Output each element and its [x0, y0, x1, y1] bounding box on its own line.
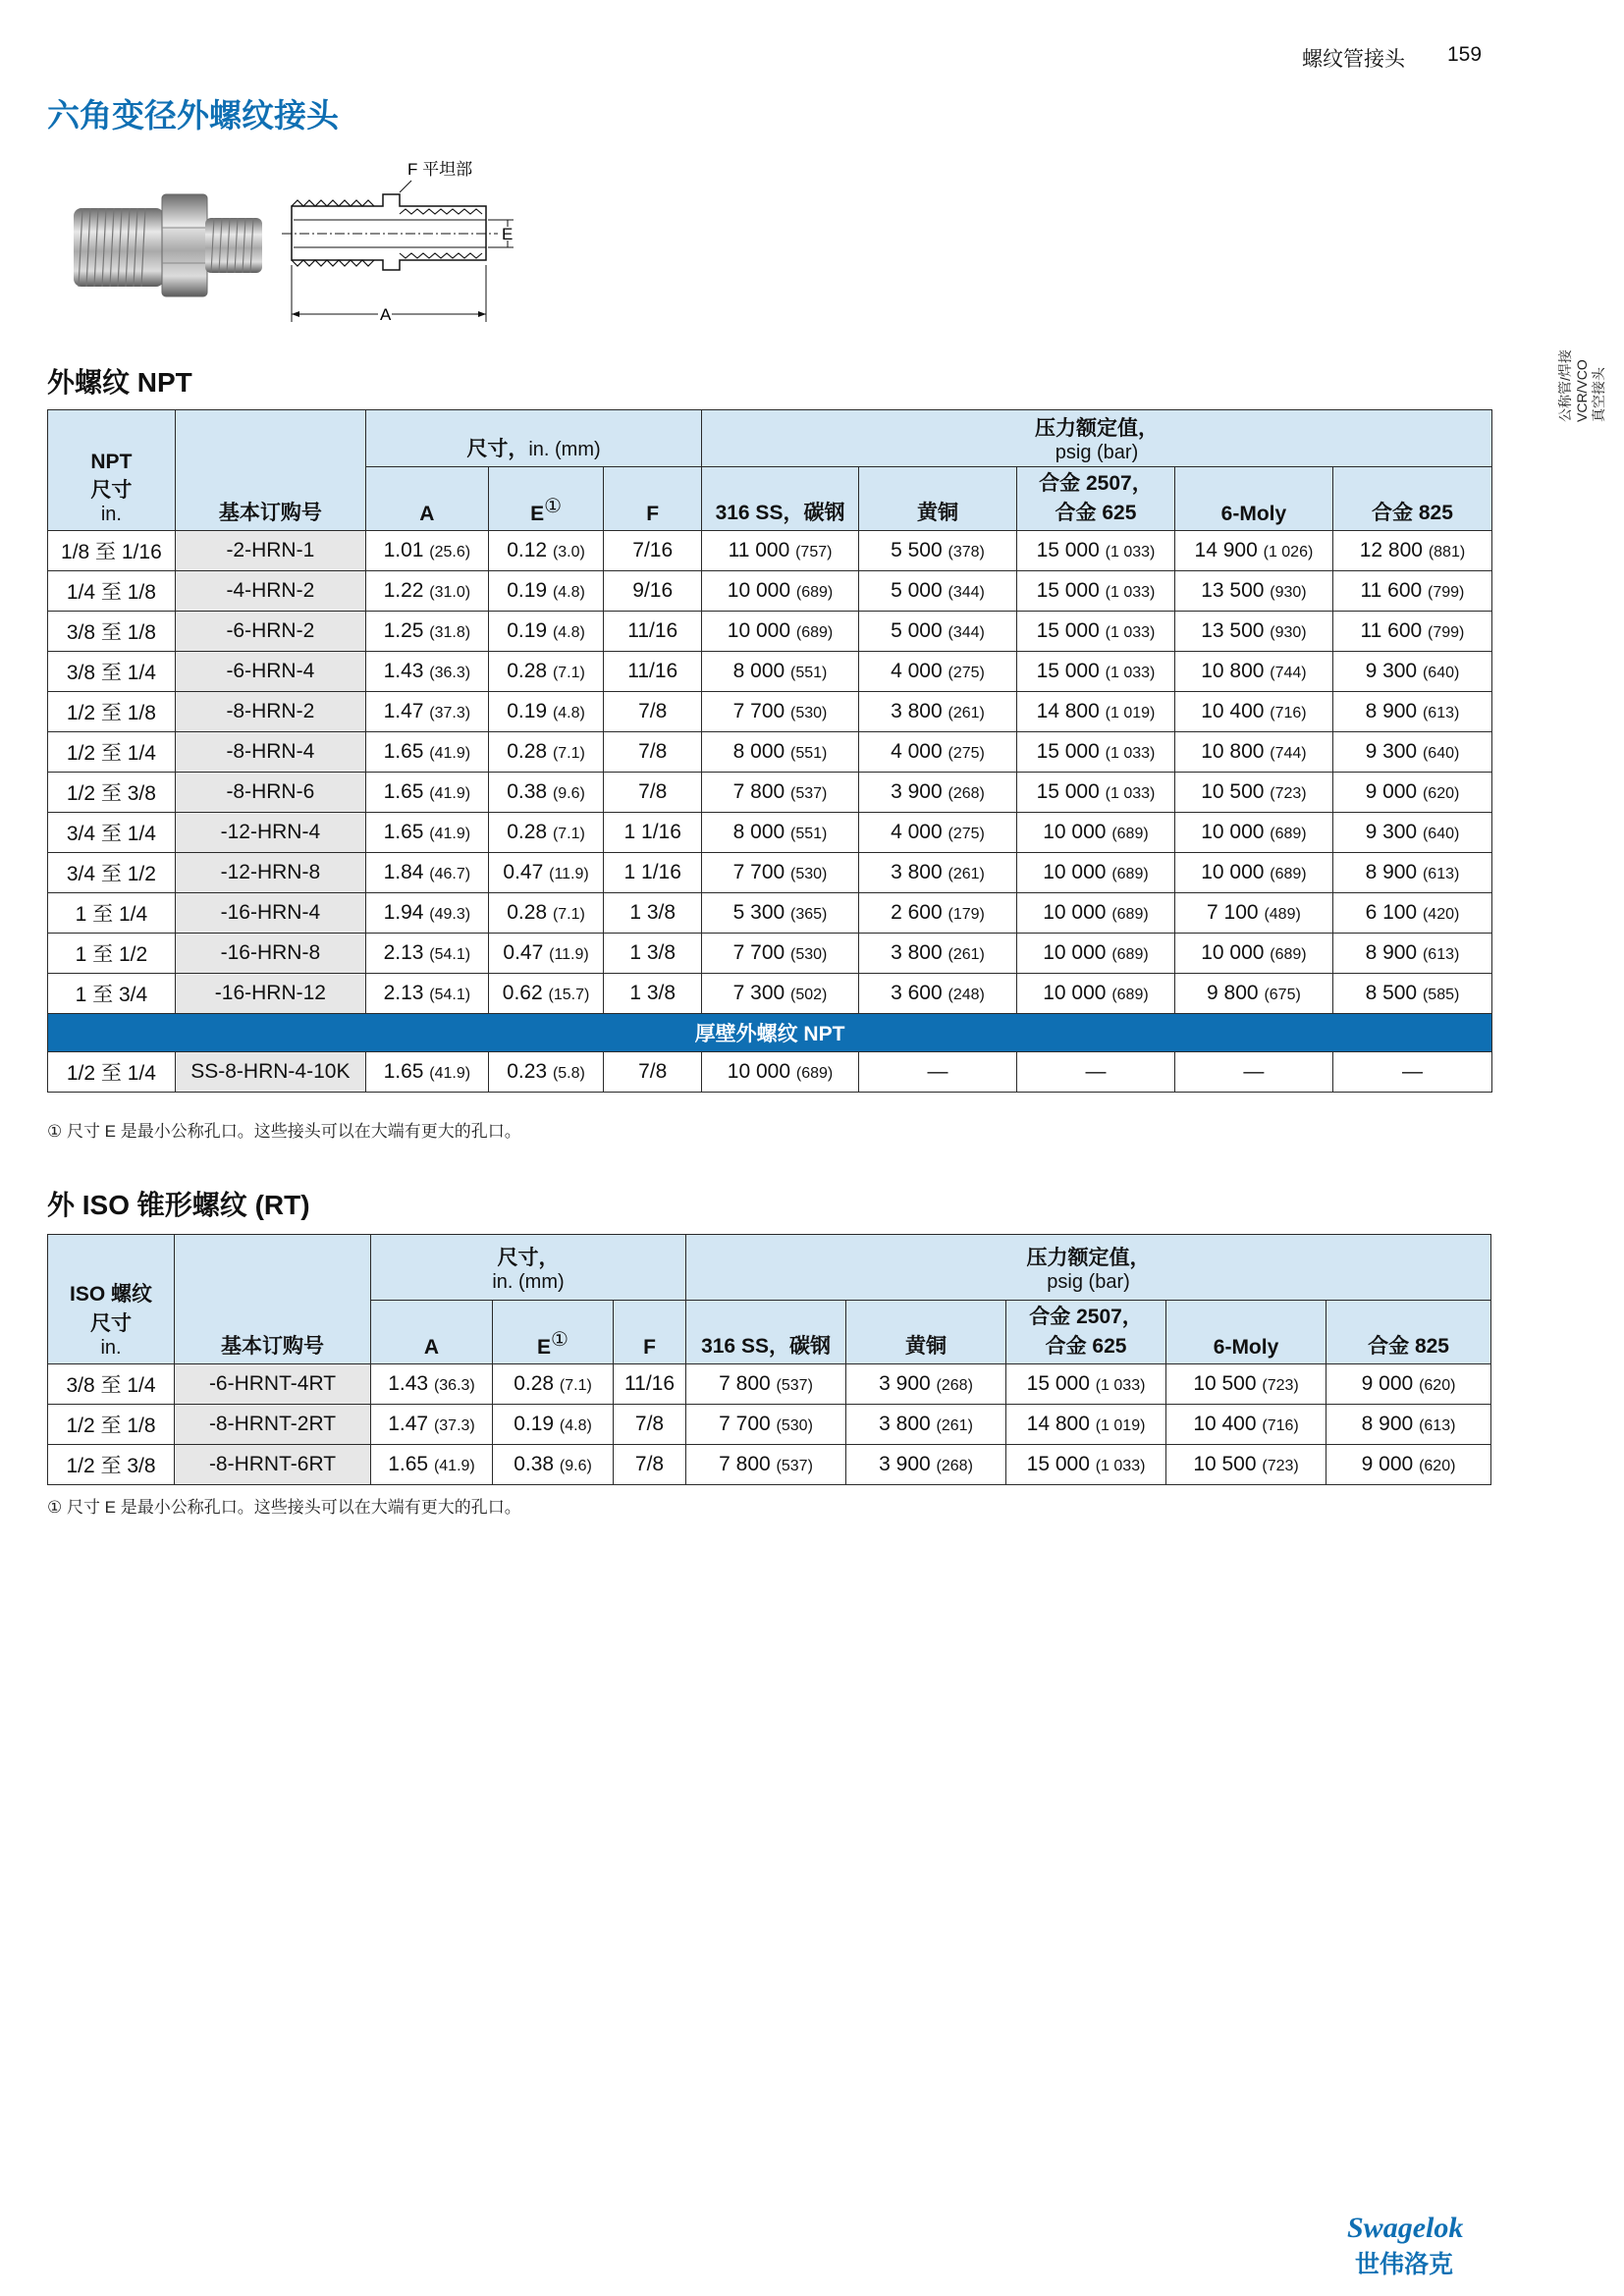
col-brass-header: 黄铜	[846, 1301, 1006, 1364]
cell-316ss: 7 700 (530)	[702, 934, 859, 974]
cell-alloy825: 9 000 (620)	[1326, 1445, 1491, 1485]
table-row	[48, 1052, 1492, 1093]
table-row	[48, 893, 1492, 934]
col-6moly-header: 6-Moly	[1174, 467, 1332, 531]
cell-alloy2507: —	[1016, 1052, 1174, 1093]
cell-size: 1 至 1/2	[48, 934, 176, 974]
cell-alloy2507: 15 000 (1 033)	[1016, 652, 1174, 692]
cell-6moly: 10 500 (723)	[1166, 1364, 1326, 1405]
cell-316ss: 7 800 (537)	[686, 1445, 846, 1485]
table-row	[48, 612, 1492, 652]
cell-f: 1 3/8	[604, 893, 702, 934]
col-f-header: F	[614, 1301, 686, 1364]
cell-brass: 3 600 (248)	[859, 974, 1017, 1014]
cell-e: 0.28 (7.1)	[493, 1364, 614, 1405]
side-tab-line-3: 真空接头	[1591, 367, 1606, 422]
cell-brass: 3 900 (268)	[846, 1445, 1006, 1485]
cell-size: 1 至 3/4	[48, 974, 176, 1014]
cell-e: 0.23 (5.8)	[488, 1052, 604, 1093]
cell-order: SS-8-HRN-4-10K	[175, 1052, 365, 1093]
table-row	[48, 974, 1492, 1014]
cell-6moly: 10 400 (716)	[1174, 692, 1332, 732]
cell-f: 7/16	[604, 531, 702, 571]
table-row	[48, 732, 1492, 773]
cell-alloy825: 8 500 (585)	[1332, 974, 1491, 1014]
cell-a: 1.65 (41.9)	[365, 813, 488, 853]
cell-alloy825: 11 600 (799)	[1332, 612, 1491, 652]
iso-pressure-header: 压力额定值， psig (bar)	[686, 1235, 1491, 1301]
table-row	[48, 571, 1492, 612]
cell-alloy825: 9 300 (640)	[1332, 732, 1491, 773]
cell-brass: 3 800 (261)	[846, 1405, 1006, 1445]
cell-alloy2507: 10 000 (689)	[1016, 893, 1174, 934]
cell-size: 1/2 至 3/8	[48, 1445, 175, 1485]
cell-f: 1 1/16	[604, 853, 702, 893]
cell-a: 2.13 (54.1)	[365, 934, 488, 974]
cell-e: 0.28 (7.1)	[488, 893, 604, 934]
cell-size: 1/2 至 1/8	[48, 692, 176, 732]
cell-brass: 3 800 (261)	[859, 692, 1017, 732]
cell-brass: 2 600 (179)	[859, 893, 1017, 934]
col-a-header: A	[371, 1301, 493, 1364]
iso-table	[47, 1234, 1491, 1485]
cell-brass: 4 000 (275)	[859, 652, 1017, 692]
cell-316ss: 8 000 (551)	[702, 652, 859, 692]
cell-alloy2507: 14 800 (1 019)	[1016, 692, 1174, 732]
cell-f: 11/16	[614, 1364, 686, 1405]
cell-316ss: 8 000 (551)	[702, 732, 859, 773]
cell-f: 7/8	[604, 1052, 702, 1093]
cell-size: 1 至 1/4	[48, 893, 176, 934]
cell-e: 0.47 (11.9)	[488, 934, 604, 974]
npt-heading: 外螺纹 NPT	[47, 367, 192, 398]
cell-f: 11/16	[604, 652, 702, 692]
col-alloy825-header: 合金 825	[1326, 1301, 1491, 1364]
npt-order-header: 基本订购号	[175, 410, 365, 531]
cell-a: 1.25 (31.8)	[365, 612, 488, 652]
cell-order: -6-HRN-2	[175, 612, 365, 652]
cell-f: 7/8	[604, 732, 702, 773]
cell-brass: 5 500 (378)	[859, 531, 1017, 571]
cell-a: 1.65 (41.9)	[371, 1445, 493, 1485]
cell-6moly: —	[1174, 1052, 1332, 1093]
fitting-photo	[69, 187, 265, 304]
cell-316ss: 8 000 (551)	[702, 813, 859, 853]
cell-316ss: 10 000 (689)	[702, 571, 859, 612]
cell-f: 7/8	[614, 1405, 686, 1445]
running-header-section: 螺纹管接头	[1302, 48, 1405, 71]
cell-alloy825: 9 300 (640)	[1332, 813, 1491, 853]
cell-brass: 4 000 (275)	[859, 813, 1017, 853]
col-316ss-header: 316 SS，碳钢	[702, 467, 859, 531]
col-alloy825-header: 合金 825	[1332, 467, 1491, 531]
table-row	[48, 692, 1492, 732]
cell-e: 0.47 (11.9)	[488, 853, 604, 893]
cell-e: 0.19 (4.8)	[488, 612, 604, 652]
cell-size: 1/2 至 1/4	[48, 732, 176, 773]
cell-f: 7/8	[604, 773, 702, 813]
col-a-header: A	[365, 467, 488, 531]
side-tab-line-2: VCR/VCO	[1574, 359, 1590, 422]
cell-a: 1.47 (37.3)	[371, 1405, 493, 1445]
iso-heading: 外 ISO 锥形螺纹 (RT)	[47, 1190, 310, 1220]
cell-6moly: 10 800 (744)	[1174, 652, 1332, 692]
side-tab	[1545, 344, 1614, 422]
cell-a: 1.94 (49.3)	[365, 893, 488, 934]
cell-a: 2.13 (54.1)	[365, 974, 488, 1014]
cell-order: -16-HRN-8	[175, 934, 365, 974]
col-f-header: F	[604, 467, 702, 531]
cell-316ss: 7 700 (530)	[702, 853, 859, 893]
col-brass-header: 黄铜	[859, 467, 1017, 531]
cell-a: 1.65 (41.9)	[365, 732, 488, 773]
dim-a-label: A	[380, 305, 392, 324]
cell-alloy825: 8 900 (613)	[1332, 934, 1491, 974]
swagelok-logo	[1337, 2204, 1494, 2282]
cell-316ss: 7 800 (537)	[702, 773, 859, 813]
cell-order: -8-HRNT-6RT	[175, 1445, 371, 1485]
cell-6moly: 10 500 (723)	[1174, 773, 1332, 813]
npt-dim-header: 尺寸，in. (mm)	[365, 410, 701, 467]
cell-size: 3/4 至 1/2	[48, 853, 176, 893]
cell-alloy825: 9 300 (640)	[1332, 652, 1491, 692]
cell-f: 11/16	[604, 612, 702, 652]
cell-size: 3/8 至 1/8	[48, 612, 176, 652]
cell-f: 1 3/8	[604, 974, 702, 1014]
table-row	[48, 1364, 1491, 1405]
cell-alloy825: 9 000 (620)	[1326, 1364, 1491, 1405]
cell-6moly: 10 400 (716)	[1166, 1405, 1326, 1445]
table-row	[48, 813, 1492, 853]
cell-brass: 3 800 (261)	[859, 934, 1017, 974]
cell-e: 0.28 (7.1)	[488, 813, 604, 853]
table-row	[48, 652, 1492, 692]
thick-wall-banner: 厚壁外螺纹 NPT	[48, 1014, 1492, 1052]
cell-e: 0.28 (7.1)	[488, 732, 604, 773]
cell-a: 1.22 (31.0)	[365, 571, 488, 612]
cell-alloy825: —	[1332, 1052, 1491, 1093]
cell-order: -8-HRN-2	[175, 692, 365, 732]
table-row	[48, 934, 1492, 974]
cell-order: -6-HRN-4	[175, 652, 365, 692]
cell-a: 1.47 (37.3)	[365, 692, 488, 732]
cell-alloy825: 8 900 (613)	[1332, 853, 1491, 893]
svg-text:Swagelok: Swagelok	[1347, 2212, 1464, 2244]
npt-table	[47, 409, 1492, 1093]
cell-order: -2-HRN-1	[175, 531, 365, 571]
cell-order: -16-HRN-12	[175, 974, 365, 1014]
cell-6moly: 10 000 (689)	[1174, 813, 1332, 853]
iso-size-header: ISO 螺纹 尺寸 in.	[48, 1235, 175, 1364]
page-title: 六角变径外螺纹接头	[47, 97, 339, 133]
cell-316ss: 7 300 (502)	[702, 974, 859, 1014]
col-316ss-header: 316 SS，碳钢	[686, 1301, 846, 1364]
cell-order: -8-HRN-6	[175, 773, 365, 813]
npt-footnote: ① 尺寸 E 是最小公称孔口。这些接头可以在大端有更大的孔口。	[47, 1122, 521, 1141]
cell-e: 0.19 (4.8)	[488, 571, 604, 612]
cell-brass: 4 000 (275)	[859, 732, 1017, 773]
cell-alloy2507: 15 000 (1 033)	[1016, 773, 1174, 813]
flat-label: F 平坦部	[407, 160, 473, 179]
cell-6moly: 7 100 (489)	[1174, 893, 1332, 934]
cell-316ss: 10 000 (689)	[702, 612, 859, 652]
dim-e-label: E	[502, 225, 514, 243]
cell-6moly: 9 800 (675)	[1174, 974, 1332, 1014]
cell-order: -8-HRNT-2RT	[175, 1405, 371, 1445]
cell-alloy2507: 15 000 (1 033)	[1016, 531, 1174, 571]
iso-dim-header: 尺寸， in. (mm)	[371, 1235, 686, 1301]
cell-order: -8-HRN-4	[175, 732, 365, 773]
cell-size: 1/2 至 3/8	[48, 773, 176, 813]
page-number: 159	[1447, 43, 1483, 66]
npt-size-header: NPT 尺寸 in.	[48, 410, 176, 531]
cell-size: 1/2 至 1/4	[48, 1052, 176, 1093]
cell-316ss: 7 800 (537)	[686, 1364, 846, 1405]
cell-alloy2507: 10 000 (689)	[1016, 974, 1174, 1014]
cell-f: 1 1/16	[604, 813, 702, 853]
col-e-header: E①	[488, 467, 604, 531]
table-row	[48, 1405, 1491, 1445]
cell-6moly: 10 000 (689)	[1174, 853, 1332, 893]
svg-text:世伟洛克: 世伟洛克	[1355, 2250, 1454, 2278]
cell-alloy825: 8 900 (613)	[1326, 1405, 1491, 1445]
cell-size: 3/4 至 1/4	[48, 813, 176, 853]
cell-alloy825: 9 000 (620)	[1332, 773, 1491, 813]
cell-brass: 3 900 (268)	[859, 773, 1017, 813]
cell-e: 0.62 (15.7)	[488, 974, 604, 1014]
cell-alloy825: 11 600 (799)	[1332, 571, 1491, 612]
cell-a: 1.65 (41.9)	[365, 773, 488, 813]
cell-order: -12-HRN-8	[175, 853, 365, 893]
cell-alloy2507: 15 000 (1 033)	[1016, 612, 1174, 652]
cell-f: 7/8	[614, 1445, 686, 1485]
cell-316ss: 7 700 (530)	[702, 692, 859, 732]
dimension-drawing	[280, 157, 525, 334]
cell-a: 1.84 (46.7)	[365, 853, 488, 893]
cell-f: 1 3/8	[604, 934, 702, 974]
table-row	[48, 1445, 1491, 1485]
cell-316ss: 11 000 (757)	[702, 531, 859, 571]
cell-brass: 5 000 (344)	[859, 571, 1017, 612]
cell-316ss: 5 300 (365)	[702, 893, 859, 934]
cell-6moly: 13 500 (930)	[1174, 612, 1332, 652]
cell-alloy2507: 15 000 (1 033)	[1006, 1445, 1166, 1485]
cell-6moly: 10 500 (723)	[1166, 1445, 1326, 1485]
side-tab-line-1: 公称管/焊接	[1557, 349, 1573, 422]
cell-alloy825: 6 100 (420)	[1332, 893, 1491, 934]
table-row	[48, 531, 1492, 571]
cell-brass: 3 800 (261)	[859, 853, 1017, 893]
cell-alloy2507: 14 800 (1 019)	[1006, 1405, 1166, 1445]
cell-e: 0.19 (4.8)	[488, 692, 604, 732]
cell-brass: 3 900 (268)	[846, 1364, 1006, 1405]
col-alloy2507-header: 合金 2507， 合金 625	[1006, 1301, 1166, 1364]
cell-alloy825: 12 800 (881)	[1332, 531, 1491, 571]
cell-316ss: 7 700 (530)	[686, 1405, 846, 1445]
cell-order: -6-HRNT-4RT	[175, 1364, 371, 1405]
cell-order: -12-HRN-4	[175, 813, 365, 853]
cell-6moly: 14 900 (1 026)	[1174, 531, 1332, 571]
col-e-header: E①	[493, 1301, 614, 1364]
cell-brass: 5 000 (344)	[859, 612, 1017, 652]
cell-alloy2507: 10 000 (689)	[1016, 813, 1174, 853]
cell-a: 1.65 (41.9)	[365, 1052, 488, 1093]
iso-footnote: ① 尺寸 E 是最小公称孔口。这些接头可以在大端有更大的孔口。	[47, 1498, 521, 1517]
cell-a: 1.43 (36.3)	[365, 652, 488, 692]
cell-size: 1/8 至 1/16	[48, 531, 176, 571]
cell-alloy825: 8 900 (613)	[1332, 692, 1491, 732]
cell-f: 7/8	[604, 692, 702, 732]
table-row	[48, 773, 1492, 813]
cell-order: -4-HRN-2	[175, 571, 365, 612]
cell-a: 1.01 (25.6)	[365, 531, 488, 571]
cell-f: 9/16	[604, 571, 702, 612]
cell-size: 1/4 至 1/8	[48, 571, 176, 612]
cell-e: 0.12 (3.0)	[488, 531, 604, 571]
cell-brass: —	[859, 1052, 1017, 1093]
cell-316ss: 10 000 (689)	[702, 1052, 859, 1093]
cell-6moly: 10 000 (689)	[1174, 934, 1332, 974]
cell-a: 1.43 (36.3)	[371, 1364, 493, 1405]
cell-e: 0.38 (9.6)	[493, 1445, 614, 1485]
cell-alloy2507: 15 000 (1 033)	[1016, 732, 1174, 773]
cell-size: 3/8 至 1/4	[48, 1364, 175, 1405]
cell-e: 0.28 (7.1)	[488, 652, 604, 692]
cell-alloy2507: 10 000 (689)	[1016, 934, 1174, 974]
cell-6moly: 13 500 (930)	[1174, 571, 1332, 612]
cell-6moly: 10 800 (744)	[1174, 732, 1332, 773]
col-alloy2507-header: 合金 2507， 合金 625	[1016, 467, 1174, 531]
cell-e: 0.38 (9.6)	[488, 773, 604, 813]
npt-pressure-header: 压力额定值， psig (bar)	[702, 410, 1492, 467]
cell-alloy2507: 10 000 (689)	[1016, 853, 1174, 893]
cell-size: 1/2 至 1/8	[48, 1405, 175, 1445]
iso-order-header: 基本订购号	[175, 1235, 371, 1364]
cell-order: -16-HRN-4	[175, 893, 365, 934]
col-6moly-header: 6-Moly	[1166, 1301, 1326, 1364]
table-row	[48, 853, 1492, 893]
cell-e: 0.19 (4.8)	[493, 1405, 614, 1445]
cell-alloy2507: 15 000 (1 033)	[1016, 571, 1174, 612]
cell-size: 3/8 至 1/4	[48, 652, 176, 692]
cell-alloy2507: 15 000 (1 033)	[1006, 1364, 1166, 1405]
